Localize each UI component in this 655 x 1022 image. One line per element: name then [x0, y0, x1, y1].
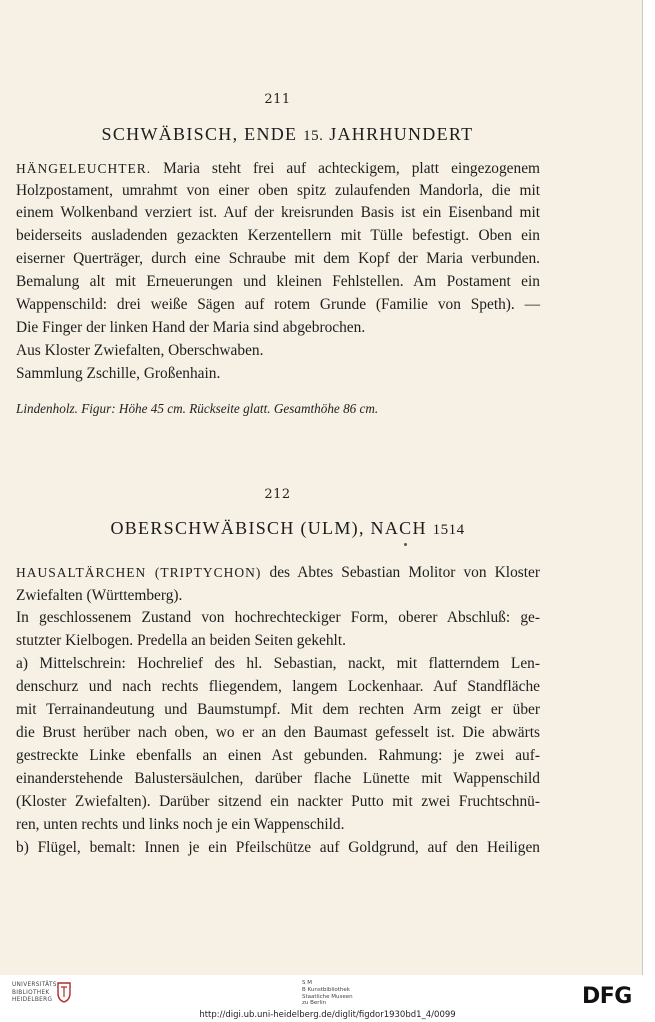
entry-212-heading: [20, 518, 555, 539]
entry-211-heading: [20, 124, 555, 145]
page-margin: [642, 0, 655, 975]
entry-212-line-4: a) Mittelschrein: Hochrelief des hl. Sebastian, nackt, mit flatterndem Len-: [16, 655, 540, 672]
entry-211-line-7: Die Finger der linken Hand der Maria sind abgebrochen.: [16, 319, 366, 336]
entry-212-line-0: HAUSALTÄRCHEN (TRIPTYCHON) des Abtes Sebastian Molitor von Kloster: [16, 564, 540, 581]
entry-211-line-5: Bemalung alt mit Erneuerungen und kleinen Fehlstellen. Am Postament ein: [16, 273, 540, 290]
entry-212-line-12: b) Flügel, bemalt: Innen je ein Pfeilschütze auf Goldgrund, auf den Heiligen: [16, 839, 540, 856]
entry-211-heading-main: SCHWÄBISCH, ENDE: [101, 124, 304, 144]
entry-211-lead-word: HÄNGELEUCHTER.: [16, 161, 152, 176]
entry-212-line-1: Zwiefalten (Württemberg).: [16, 587, 183, 604]
entry-211-number: 211: [264, 92, 291, 107]
entry-211-line-0: HÄNGELEUCHTER. Maria steht frei auf achteckigem, platt eingezogenem: [16, 160, 540, 177]
sm-kunstbibliothek-label[interactable]: S M B Kunstbibliothek Staatliche Museen zu Berlin: [302, 980, 353, 1007]
entry-212-line-6: mit Terrainandeutung und Baumstumpf. Mit dem rechten Arm zeigt er über: [16, 701, 540, 718]
entry-212-lead-word: HAUSALTÄRCHEN (TRIPTYCHON): [16, 565, 262, 580]
entry-211-note: Lindenholz. Figur: Höhe 45 cm. Rückseite glatt. Gesamthöhe 86 cm.: [16, 401, 379, 416]
entry-211-line-8: Aus Kloster Zwiefalten, Oberschwaben.: [16, 342, 264, 359]
page-border: [642, 0, 643, 975]
entry-211-line-6: Wappenschild: drei weiße Sägen auf rotem Grunde (Familie von Speth). —: [16, 296, 540, 313]
entry-211-line-9: Sammlung Zschille, Großenhain.: [16, 365, 221, 382]
entry-211-line-3: beiderseits ausladenden gezackten Kerzentellern mit Tülle befestigt. Oben ein: [16, 227, 540, 244]
entry-211-line-2: einem Wolkenband verziert ist. Auf der kreisrunden Basis ist ein Eisenband mit: [16, 204, 540, 221]
entry-212-line-9: einanderstehende Balustersäulchen, darüber flache Lünette mit Wappenschild: [16, 770, 540, 787]
entry-212-line-7: die Brust herüber nach oben, wo er an den Baumast gefesselt ist. Die abwärts: [16, 724, 540, 741]
entry-212-line-10: (Kloster Zwiefalten). Darüber sitzend ein nackter Putto mit zwei Fruchtschnü-: [16, 793, 540, 810]
entry-212-heading-main: OBERSCHWÄBISCH (ULM), NACH: [110, 518, 433, 538]
entry-212-line-2: In geschlossenem Zustand von hochrechteckiger Form, oberer Abschluß: ge-: [16, 609, 540, 626]
university-library-label[interactable]: UNIVERSITÄTS BIBLIOTHEK HEIDELBERG: [12, 982, 57, 1003]
entry-211-heading-year: 15.: [303, 128, 324, 144]
permalink-url[interactable]: http://digi.ub.uni-heidelberg.de/diglit/figdor1930bd1_4/0099: [199, 1010, 456, 1020]
university-crest-icon: [56, 981, 72, 1003]
print-speck: [404, 543, 407, 546]
entry-211-line-4: eiserner Querträger, durch eine Schraube mit dem Kopf der Maria verbunden.: [16, 250, 540, 267]
entry-211-line-1: Holzpostament, umrahmt von einer oben spitz zulaufenden Mandorla, die mit: [16, 182, 540, 199]
entry-212-line-5: denschurz und nach rechts fliegendem, langem Lockenhaar. Auf Standfläche: [16, 678, 540, 695]
entry-212-line-11: ren, unten rechts und links noch je ein Wappenschild.: [16, 816, 345, 833]
entry-212-line-3: stutzter Kielbogen. Predella an beiden Seiten gekehlt.: [16, 632, 346, 649]
entry-211-heading-tail: JAHRHUNDERT: [323, 124, 474, 144]
entry-212-line-8: gestreckte Linke ebenfalls an einen Ast gebunden. Rahmung: je zwei auf-: [16, 747, 540, 764]
entry-212-heading-year: 1514: [432, 522, 465, 538]
dfg-logo[interactable]: DFG: [582, 984, 632, 1009]
entry-212-number: 212: [264, 487, 291, 502]
digitization-footer: [0, 975, 655, 1022]
